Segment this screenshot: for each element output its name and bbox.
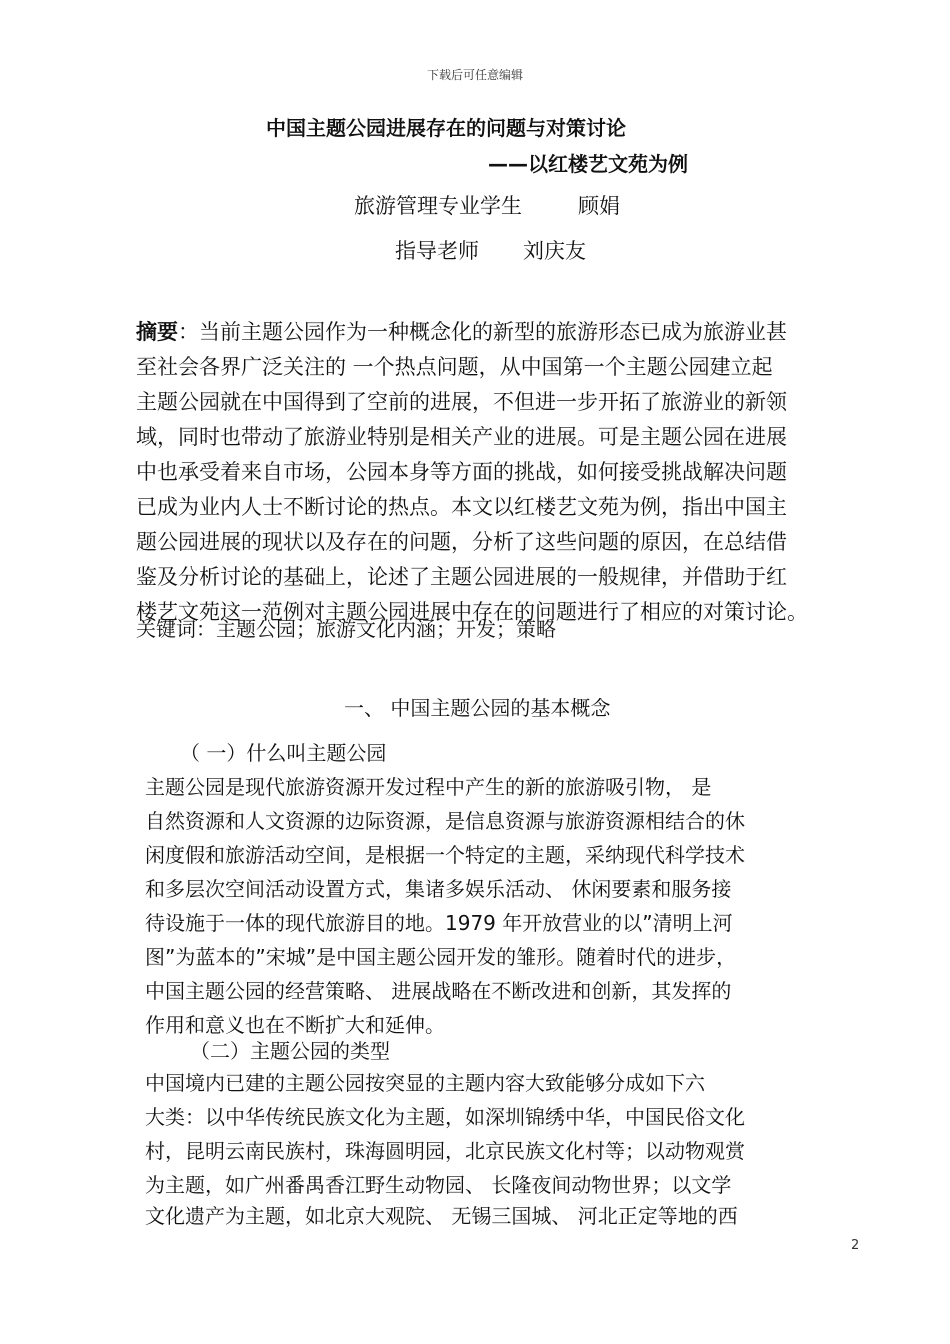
abstract-line: 题公园进展的现状以及存在的问题，分析了这些问题的原因，在总结借 bbox=[136, 530, 787, 554]
paragraph-line: 图”为蓝本的”宋城”是中国主题公园开发的雏形。随着时代的进步， bbox=[145, 945, 737, 969]
paragraph-line: 闲度假和旅游活动空间，是根据一个特定的主题，采纳现代科学技术 bbox=[145, 843, 745, 867]
abstract-line: 鉴及分析讨论的基础上，论述了主题公园进展的一般规律，并借助于红 bbox=[136, 565, 787, 589]
abstract-line: 域，同时也带动了旅游业特别是相关产业的进展。可是主题公园在进展 bbox=[136, 425, 787, 449]
author-line bbox=[354, 190, 620, 220]
advisor-name: 刘庆友 bbox=[523, 239, 586, 263]
paragraph-line: 为主题，如广州番禺香江野生动物园、 长隆夜间动物世界；以文学 bbox=[145, 1173, 732, 1197]
author-role: 旅游管理专业学生 bbox=[354, 194, 522, 218]
paragraph-line: 主题公园是现代旅游资源开发过程中产生的新的旅游吸引物， 是 bbox=[145, 775, 712, 799]
abstract-line: 中也承受着来自市场，公园本身等方面的挑战，如何接受挑战解决问题 bbox=[136, 460, 787, 484]
abstract-line: 主题公园就在中国得到了空前的进展，不但进一步开拓了旅游业的新领 bbox=[136, 390, 787, 414]
keywords-line: 关键词：主题公园；旅游文化内涵；开发；策略 bbox=[136, 617, 556, 641]
advisor-role: 指导老师 bbox=[395, 239, 479, 263]
author-name: 顾娟 bbox=[578, 194, 620, 218]
paragraph-line: 和多层次空间活动设置方式，集诸多娱乐活动、 休闲要素和服务接 bbox=[145, 877, 732, 901]
title-line-2: ——以红楼艺文苑为例 bbox=[488, 152, 688, 176]
advisor-line bbox=[395, 235, 586, 265]
paragraph-line: 自然资源和人文资源的边际资源，是信息资源与旅游资源相结合的休 bbox=[145, 809, 745, 833]
paragraph-line: 大类：以中华传统民族文化为主题，如深圳锦绣中华，中国民俗文化 bbox=[145, 1105, 745, 1129]
page-number: 2 bbox=[851, 1238, 860, 1253]
abstract-line bbox=[136, 315, 787, 350]
paragraph-line: 中国境内已建的主题公园按突显的主题内容大致能够分成如下六 bbox=[145, 1071, 705, 1095]
abstract-line: 至社会各界广泛关注的 一个热点问题，从中国第一个主题公园建立起 bbox=[136, 355, 773, 379]
subsection-heading: （ 一）什么叫主题公园 bbox=[180, 741, 387, 765]
abstract-text: ：当前主题公园作为一种概念化的新型的旅游形态已成为旅游业甚 bbox=[178, 320, 787, 344]
paragraph-line: 待设施于一体的现代旅游目的地。1979 年开放营业的以”清明上河 bbox=[145, 911, 733, 935]
section-heading: 一、 中国主题公园的基本概念 bbox=[344, 696, 611, 720]
subsection-heading: （二）主题公园的类型 bbox=[190, 1039, 390, 1063]
page-header: 下载后可任意编辑 bbox=[426, 68, 523, 82]
paragraph-line: 中国主题公园的经营策略、 进展战略在不断改进和创新，其发挥的 bbox=[145, 979, 732, 1003]
abstract-line: 楼艺文苑这一范例对主题公园进展中存在的问题进行了相应的对策讨论。 bbox=[136, 600, 808, 624]
paragraph-line: 文化遗产为主题，如北京大观院、 无锡三国城、 河北正定等地的西 bbox=[145, 1204, 738, 1228]
abstract-label: 摘要 bbox=[136, 320, 178, 344]
title-line-1: 中国主题公园进展存在的问题与对策讨论 bbox=[266, 116, 626, 140]
paragraph-line: 作用和意义也在不断扩大和延伸。 bbox=[145, 1013, 445, 1037]
paragraph-line: 村，昆明云南民族村，珠海圆明园，北京民族文化村等；以动物观赏 bbox=[145, 1139, 745, 1163]
abstract-line: 已成为业内人士不断讨论的热点。本文以红楼艺文苑为例，指出中国主 bbox=[136, 495, 787, 519]
